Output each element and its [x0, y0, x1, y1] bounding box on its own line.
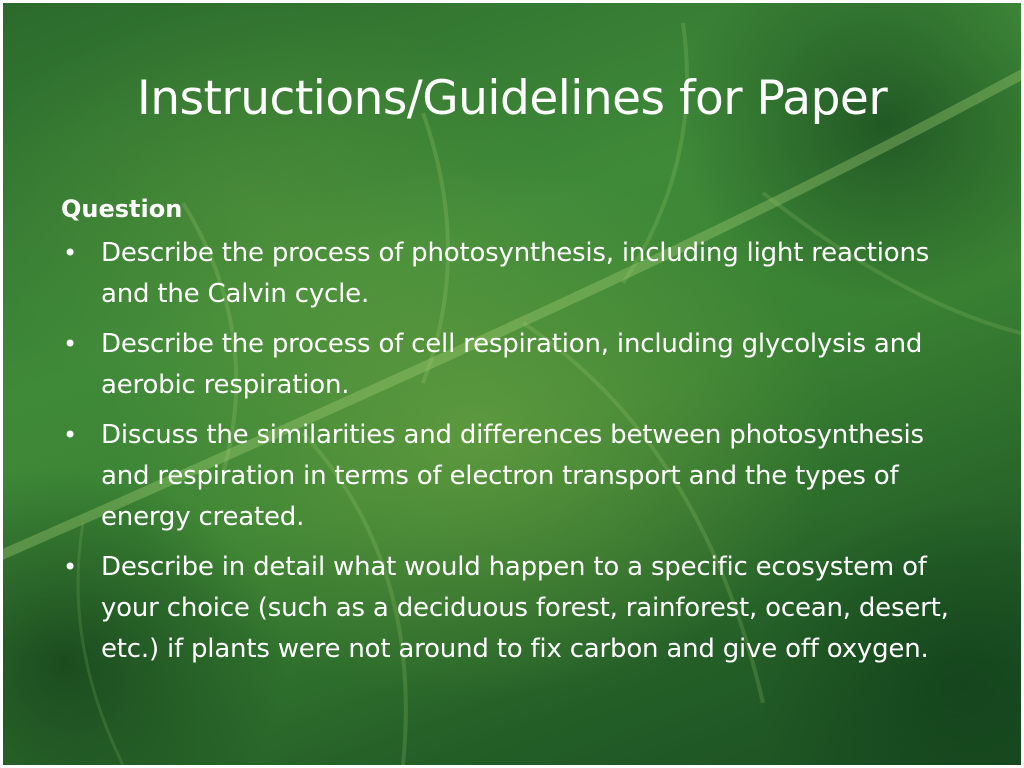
slide-title: Instructions/Guidelines for Paper — [136, 71, 888, 126]
list-item — [61, 547, 961, 670]
question-heading: Question — [61, 195, 183, 223]
list-item-text: Discuss the similarities and differences between photosynthesis and respiration in terms of electron transport and the types of energy created. — [101, 420, 924, 532]
slide — [3, 3, 1021, 765]
bullet-icon: • — [63, 330, 77, 358]
list-item-text: Describe the process of photosynthesis, including light reactions and the Calvin cycle. — [101, 238, 930, 309]
list-item — [61, 233, 961, 315]
list-item-text: Describe in detail what would happen to a specific ecosystem of your choice (such as a deciduous forest, rainforest, ocean, desert, etc.) if plants were not around to fix carbon and give off oxygen. — [101, 552, 949, 664]
slide-body — [61, 189, 961, 679]
bullet-icon: • — [63, 553, 77, 581]
list-item — [61, 324, 961, 406]
question-list — [61, 233, 961, 670]
bullet-icon: • — [63, 239, 77, 267]
bullet-icon: • — [63, 421, 77, 449]
list-item — [61, 415, 961, 538]
list-item-text: Describe the process of cell respiration, including glycolysis and aerobic respiration. — [101, 329, 923, 400]
